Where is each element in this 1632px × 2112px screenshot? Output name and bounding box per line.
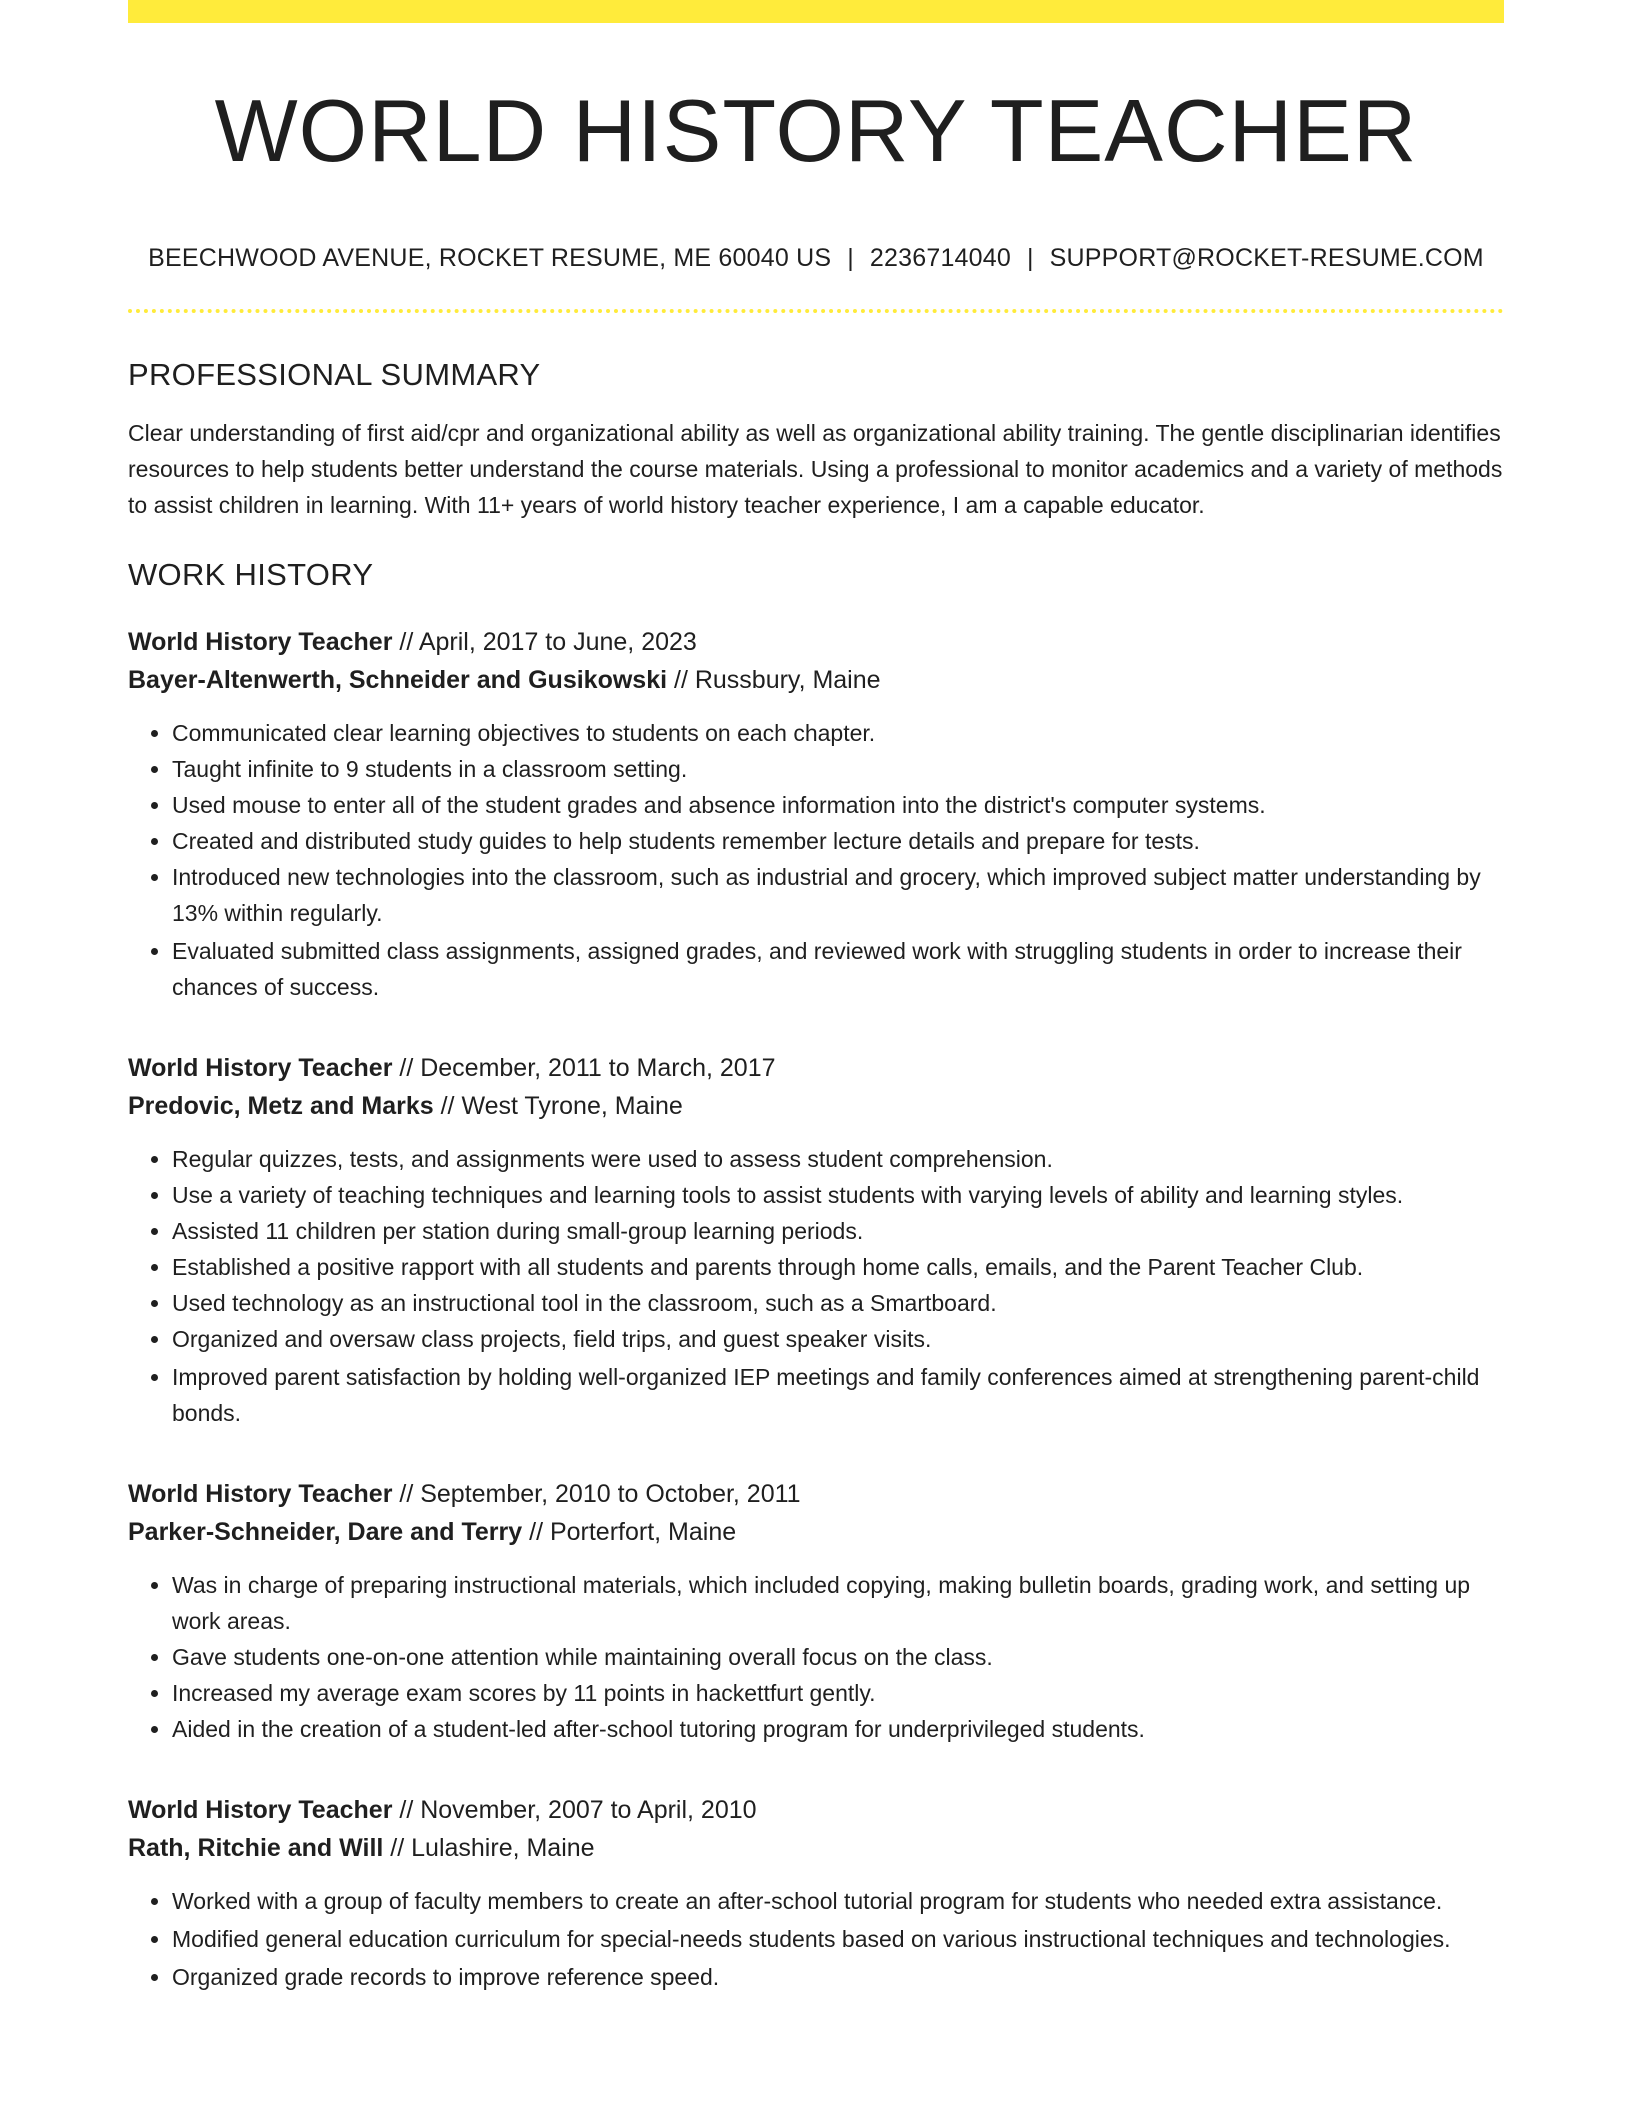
job-bullet: • Regular quizzes, tests, and assignments were used to assess student comprehension.	[172, 1141, 1504, 1177]
job-dates: // November, 2007 to April, 2010	[392, 1796, 757, 1824]
job-bullet: • Improved parent satisfaction by holding well-organized IEP meetings and family conferences aimed at strengthening parent-child bonds.	[172, 1359, 1504, 1431]
job-company: Parker-Schneider, Dare and Terry	[128, 1518, 523, 1546]
job-role: World History Teacher	[128, 1796, 393, 1824]
job-role: World History Teacher	[128, 1480, 393, 1508]
job-bullet: • Increased my average exam scores by 11 points in hackettfurt gently.	[172, 1675, 1504, 1711]
contact-address: BEECHWOOD AVENUE, ROCKET RESUME, ME 60040 US	[148, 244, 832, 272]
summary-heading: PROFESSIONAL SUMMARY	[128, 357, 541, 392]
job-entry	[128, 1475, 1504, 1747]
job-location: // West Tyrone, Maine	[433, 1092, 683, 1120]
job-location: // Lulashire, Maine	[383, 1834, 595, 1862]
job-title-line	[128, 623, 1504, 661]
job-location: // Porterfort, Maine	[522, 1518, 737, 1546]
job-dates: // December, 2011 to March, 2017	[392, 1054, 776, 1082]
job-company: Bayer-Altenwerth, Schneider and Gusikowski	[128, 666, 668, 694]
job-role: World History Teacher	[128, 1054, 393, 1082]
summary-text: Clear understanding of first aid/cpr and organizational ability as well as organizational ability training. The gentle disciplinarian identifies resources to help students better understand the course materials. Using a professional to monitor academics and a variety of methods to assist children in learning. With 11+ years of world history teacher experience, I am a capable educator.	[128, 420, 1503, 518]
job-entry	[128, 1049, 1504, 1431]
job-bullet: • Established a positive rapport with all students and parents through home calls, emails, and the Parent Teacher Club.	[172, 1249, 1504, 1285]
dotted-divider	[128, 309, 1504, 313]
job-company-line	[128, 1829, 1504, 1867]
job-bullet: • Evaluated submitted class assignments, assigned grades, and reviewed work with struggling students in order to increase their chances of success.	[172, 933, 1504, 1005]
job-bullet: • Gave students one-on-one attention while maintaining overall focus on the class.	[172, 1639, 1504, 1675]
contact-phone[interactable]: 2236714040	[869, 244, 1011, 272]
job-bullet: • Was in charge of preparing instructional materials, which included copying, making bulletin boards, grading work, and setting up work areas.	[172, 1567, 1504, 1639]
job-bullets	[128, 1567, 1504, 1747]
job-company-line	[128, 1087, 1504, 1125]
job-bullet: • Introduced new technologies into the classroom, such as industrial and grocery, which improved subject matter understanding by 13% within regularly.	[172, 859, 1504, 931]
job-role: World History Teacher	[128, 628, 393, 656]
job-bullet: • Worked with a group of faculty members to create an after-school tutorial program for students who needed extra assistance.	[172, 1883, 1504, 1919]
job-bullet: • Use a variety of teaching techniques and learning tools to assist students with varying levels of ability and learning styles.	[172, 1177, 1504, 1213]
job-bullet: • Created and distributed study guides to help students remember lecture details and prepare for tests.	[172, 823, 1504, 859]
work-history-heading: WORK HISTORY	[128, 557, 374, 592]
job-bullet: • Aided in the creation of a student-led after-school tutoring program for underprivileged students.	[172, 1711, 1504, 1747]
job-bullet: • Organized grade records to improve reference speed.	[172, 1959, 1504, 1995]
job-bullets	[128, 1141, 1504, 1431]
contact-email[interactable]: SUPPORT@ROCKET-RESUME.COM	[1049, 244, 1484, 272]
job-bullet: • Assisted 11 children per station during small-group learning periods.	[172, 1213, 1504, 1249]
contact-separator: |	[847, 244, 854, 272]
job-location: // Russbury, Maine	[667, 666, 881, 694]
job-entry	[128, 1791, 1504, 1995]
contact-separator: |	[1026, 244, 1034, 272]
job-company: Predovic, Metz and Marks	[128, 1092, 434, 1120]
job-bullet: • Taught infinite to 9 students in a classroom setting.	[172, 751, 1504, 787]
resume-name: WORLD HISTORY TEACHER	[214, 81, 1418, 180]
job-title-line	[128, 1475, 1504, 1513]
job-company: Rath, Ritchie and Will	[128, 1834, 384, 1862]
job-bullet: • Organized and oversaw class projects, field trips, and guest speaker visits.	[172, 1321, 1504, 1357]
job-bullet: • Used technology as an instructional tool in the classroom, such as a Smartboard.	[172, 1285, 1504, 1321]
job-bullets	[128, 715, 1504, 1005]
job-company-line	[128, 661, 1504, 699]
job-title-line	[128, 1791, 1504, 1829]
job-dates: // September, 2010 to October, 2011	[392, 1480, 801, 1508]
job-title-line	[128, 1049, 1504, 1087]
job-bullet: • Used mouse to enter all of the student grades and absence information into the district's computer systems.	[172, 787, 1504, 823]
job-dates: // April, 2017 to June, 2023	[392, 628, 697, 656]
job-company-line	[128, 1513, 1504, 1551]
contact-line	[128, 242, 1504, 274]
job-entry	[128, 623, 1504, 1005]
resume-content	[128, 0, 1504, 1995]
job-bullets	[128, 1883, 1504, 1995]
job-bullet: • Communicated clear learning objectives to students on each chapter.	[172, 715, 1504, 751]
job-bullet: • Modified general education curriculum for special-needs students based on various instructional techniques and technologies.	[172, 1921, 1504, 1957]
